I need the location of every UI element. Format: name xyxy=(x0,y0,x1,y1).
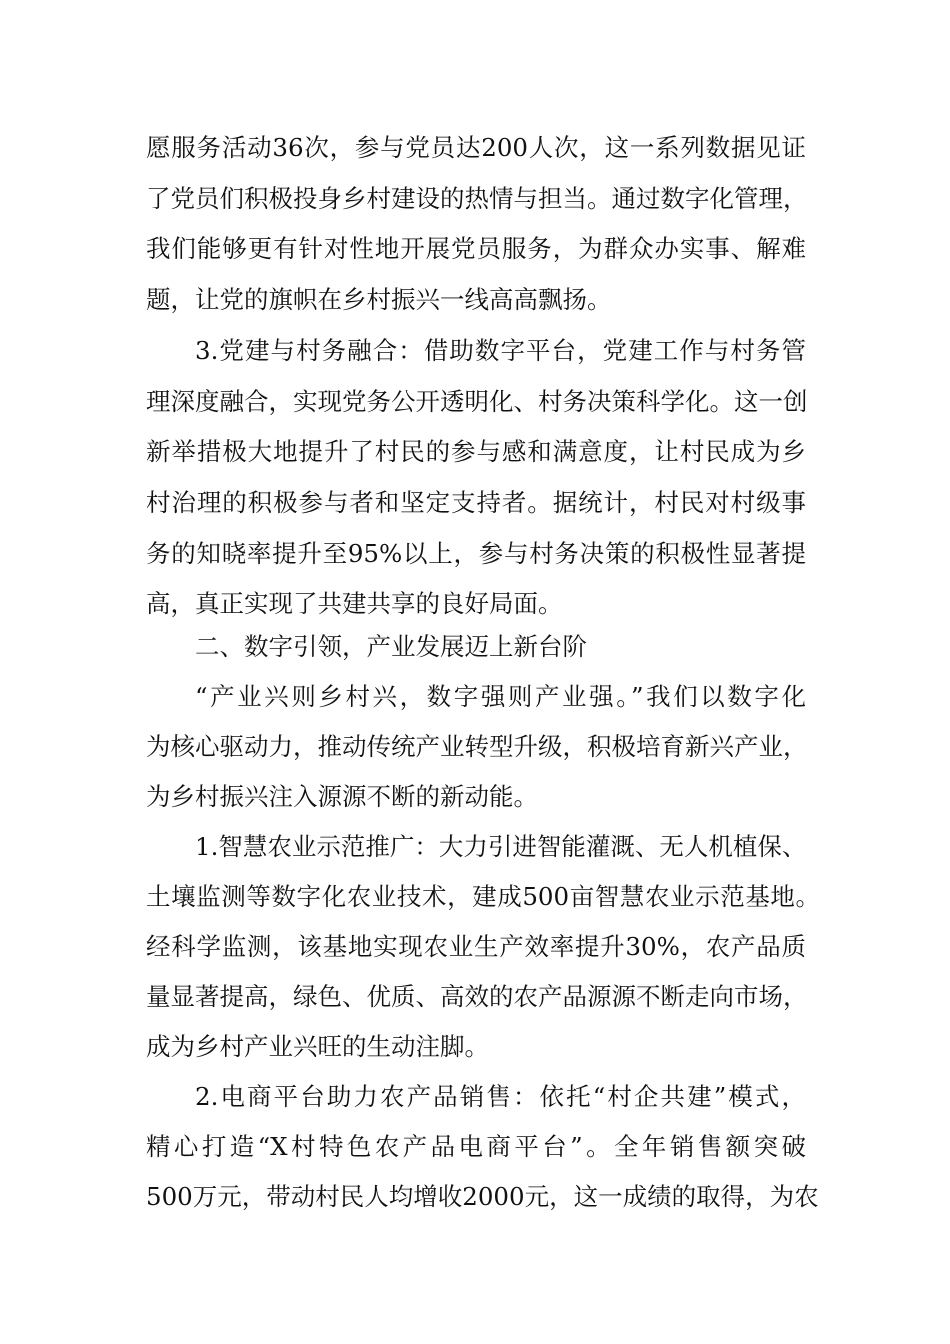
text-line: 土壤监测等数字化农业技术，建成500亩智慧农业示范基地。 xyxy=(146,882,820,911)
text-line: 量显著提高，绿色、优质、高效的农产品源源不断走向市场， xyxy=(146,982,808,1011)
text-line: 500万元，带动村民人均增收2000元，这一成绩的取得，为农 xyxy=(146,1182,819,1211)
text-line: 我们能够更有针对性地开展党员服务，为群众办实事、解难 xyxy=(146,234,806,263)
text-line: 为核心驱动力，推动传统产业转型升级，积极培育新兴产业， xyxy=(146,732,808,761)
section-heading: 二、数字引领，产业发展迈上新台阶 xyxy=(195,632,587,661)
text-line: “产业兴则乡村兴，数字强则产业强。”我们以数字化 xyxy=(195,682,806,711)
text-line: 题，让党的旗帜在乡村振兴一线高高飘扬。 xyxy=(146,285,612,314)
text-line: 务的知晓率提升至95%以上，参与村务决策的积极性显著提 xyxy=(146,539,806,568)
text-line: 了党员们积极投身乡村建设的热情与担当。通过数字化管理， xyxy=(146,184,808,213)
text-line: 村治理的积极参与者和坚定支持者。据统计，村民对村级事 xyxy=(146,488,806,517)
text-line: 成为乡村产业兴旺的生动注脚。 xyxy=(146,1032,489,1061)
text-line: 经科学监测，该基地实现农业生产效率提升30%，农产品质 xyxy=(146,932,806,961)
text-line: 2.电商平台助力农产品销售：依托“村企共建”模式， xyxy=(195,1082,806,1111)
text-line: 理深度融合，实现党务公开透明化、村务决策科学化。这一创 xyxy=(146,387,808,416)
text-line: 为乡村振兴注入源源不断的新动能。 xyxy=(146,782,538,811)
text-line: 高，真正实现了共建共享的良好局面。 xyxy=(146,589,563,618)
text-line: 新举措极大地提升了村民的参与感和满意度，让村民成为乡 xyxy=(146,437,806,466)
text-line: 1.智慧农业示范推广：大力引进智能灌溉、无人机植保、 xyxy=(195,832,807,861)
text-line: 愿服务活动36次，参与党员达200人次，这一系列数据见证 xyxy=(146,133,806,162)
text-line: 3.党建与村务融合：借助数字平台，党建工作与村务管 xyxy=(195,336,806,365)
text-line: 精心打造“X村特色农产品电商平台”。全年销售额突破 xyxy=(146,1132,806,1161)
